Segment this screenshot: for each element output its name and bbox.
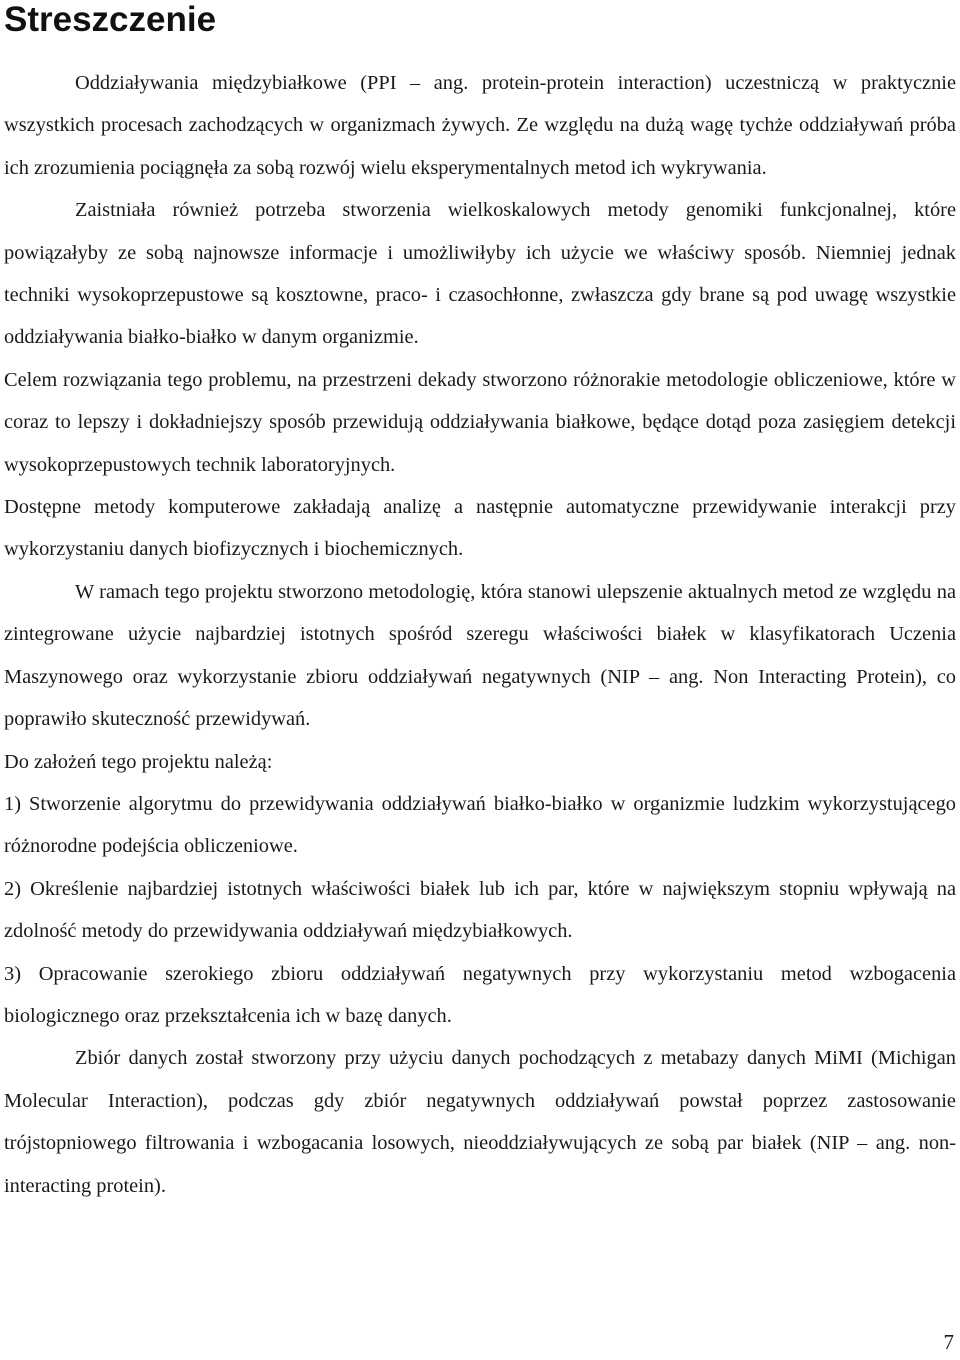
paragraph-genomics-need: Zaistniała również potrzeba stworzenia wielkoskalowych metody genomiki funkcjonalnej, które powiązałyby ze sobą najnowsze informacje i umożliwiłyby ich użycie we właściwy sposób. Niemniej jednak techniki wysokoprzepustowe są kosztowne, praco- i czasochłonne, zwłaszcza gdy brane są pod uwagę wszystkie oddziaływania białko-białko w danym organizmie. <box>4 199 956 349</box>
list-item-goal-3: 3) Opracowanie szerokiego zbioru oddziaływań negatywnych przy wykorzystaniu metod wzbogacenia biologicznego oraz przekształcenia ich w bazę danych. <box>4 962 956 1027</box>
paragraph-ppi-intro: Oddziaływania międzybiałkowe (PPI – ang. protein-protein interaction) uczestniczą w praktycznie wszystkich procesach zachodzących w organizmach żywych. Ze względu na dużą wagę tychże oddziaływań próba ich zrozumienia pociągnęła za sobą rozwój wielu eksperymentalnych metod ich wykrywania. <box>4 72 956 179</box>
abstract-body <box>4 62 956 1207</box>
page-title: Streszczenie <box>4 0 217 39</box>
paragraph-goals-heading: Do założeń tego projektu należą: <box>4 750 273 773</box>
paragraph-computer-methods: Dostępne metody komputerowe zakładają analizę a następnie automatyczne przewidywanie interakcji przy wykorzystaniu danych biofizycznych i biochemicznych. <box>4 496 956 561</box>
list-item-goal-2: 2) Określenie najbardziej istotnych właściwości białek lub ich par, które w największym stopniu wpływają na zdolność metody do przewidywania oddziaływań międzybiałkowych. <box>4 877 956 943</box>
page-number: 7 <box>943 1330 954 1354</box>
paragraph-project-methodology: W ramach tego projektu stworzono metodologię, która stanowi ulepszenie aktualnych metod ze względu na zintegrowane użycie najbardziej istotnych spośród szeregu właściwości białek w klasyfikatorach Uczenia Maszynowego oraz wykorzystanie zbioru oddziaływań negatywnych (NIP – ang. Non Interacting Protein), co poprawiło skuteczność przewidywań. <box>4 580 956 731</box>
list-item-goal-1: 1) Stworzenie algorytmu do przewidywania oddziaływań białko-białko w organizmie ludzkim wykorzystującego różnorodne podejścia obliczeniowe. <box>4 792 956 858</box>
paragraph-computational-methods: Celem rozwiązania tego problemu, na przestrzeni dekady stworzono różnorakie metodologie obliczeniowe, które w coraz to lepszy i dokładniejszy sposób przewidują oddziaływania białkowe, będące dotąd poza zasięgiem detekcji wysokoprzepustowych technik laboratoryjnych. <box>4 368 956 476</box>
paragraph-dataset: Zbiór danych został stworzony przy użyciu danych pochodzących z metabazy danych MiMI (Michigan Molecular Interaction), podczas gdy zbiór negatywnych oddziaływań powstał poprzez zastosowanie trójstopniowego filtrowania i wzbogacania losowych, nieoddziaływujących ze sobą par białek (NIP – ang. non-interacting protein). <box>4 1047 956 1197</box>
